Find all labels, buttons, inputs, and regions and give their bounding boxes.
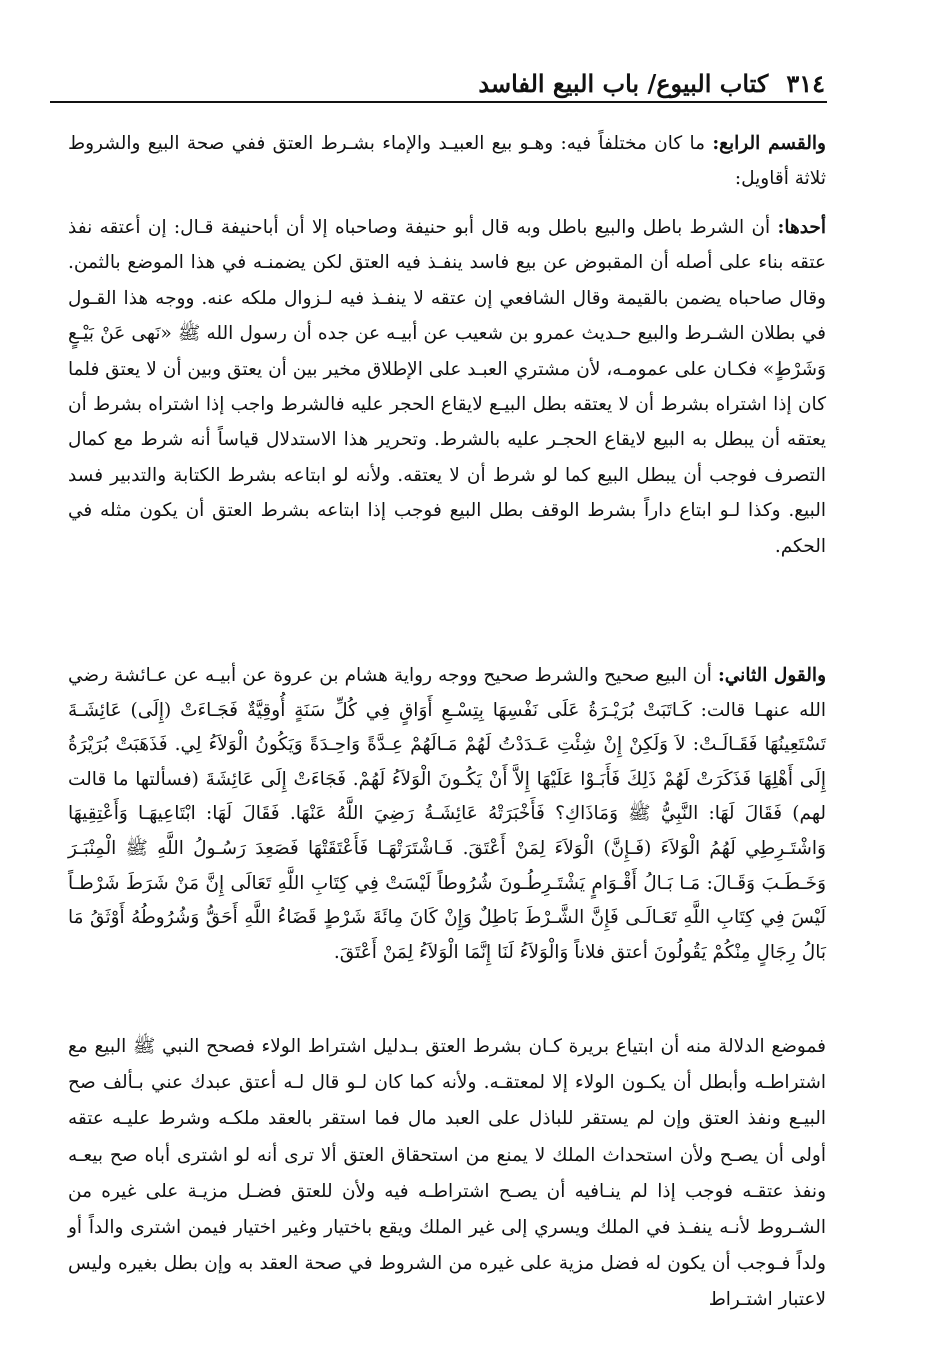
paragraph-lead: والقسم الرابع: [712,133,826,154]
paragraph-conclusion [68,1029,826,1319]
paragraph-fourth-category [68,126,826,197]
chapter-title: كتاب البيوع/ باب البيع الفاسد [478,69,769,98]
paragraph-text: أن البيع صحيح والشرط صحيح ووجه رواية هشام بن عروة عن أبيـه عن عـائشة رضي الله عنهـا قالت: كَـاتَبَتْ بُرَيْـرَةُ عَلَى نَفْسِهَا بِتِسْـعِ أَوَاقٍ فِي كُلِّ سَنَةٍ أُوقِيَّةٌ فَجَـاءَتْ (إِلَى) عَائِشَـةَ تَسْتَعِينُهَا فَقَـالَـتْ: لاَ وَلَكِنْ إِنْ شِئْتِ عَـدَدْتُ لَهُمْ مَـالَهُمْ عِـدَّةً وَاحِـدَةً وَيَكُونُ الْوَلاَءُ لِي. فَذَهَبَتْ بُرَيْرَةُ إِلَى أَهْلِهَا فَذَكَرَتْ لَهُمْ ذَلِكَ فَأَبَـوْا عَلَيْهَا إِلاَّ أَنْ يَكُـونَ الْوَلاَءُ لَهُمْ. فَجَاءَتْ إِلَى عَائِشَةَ (فسألتها ما قالت لهم) فَقَالَ لَهَا: النَّبِيُّ ﷺ وَمَاذَاكِ؟ فَأَخْبَرَتْهُ عَائِشَـةُ رَضِيَ اللَّهُ عَنْهَا. فَقَالَ لَهَا: ابْتَاعِيهَـا وَأَعْتِقِيهَا وَاشْتَـرِطِي لَهُمُ الْوَلاَءَ (فَـإِنَّ) الْوَلاَءَ لِمَنْ أَعْتَقَ. فَـاشْتَرَتْهَـا فَأَعْتَقَتْهَا فَصَعِدَ رَسُـولُ اللَّهِ ﷺ الْمِنْبَـرَ وَخَـطَـبَ وَقَـالَ: مَـا بَـالُ أَقْـوَامٍ يَشْتَـرِطُـونَ شُرُوطاً لَيْسَتْ فِي كِتَابِ اللَّهِ تَعَالَى إِنَّ مَنْ شَرَطَ شَرْطـاً لَيْسَ فِي كِتَابِ اللَّهِ تَعَـالَـى فَإِنَّ الشَّـرْطَ بَاطِلٌ وَإِنْ كَانَ مِائَةَ شَرْطٍ قَضَاءُ اللَّهِ أَحَقُّ وَشُرُوطُهُ أَوْثَقُ مَا بَالُ رِجَالٍ مِنْكُمْ يَقُولُونَ أعتق فلاناً وَالْوَلاَءُ لَنَا إِنَّمَا الْوَلاَءُ لِمَنْ أَعْتَقَ. [68,665,826,963]
paragraph-text: أن الشرط باطل والبيع باطل وبه قال أبو حنيفة وصاحباه إلا أن أباحنيفة قـال: إن أعتقه نفذ عتقه بناء على أصله أن المقبوض عن بيع فاسد ينفـذ فيه العتق لكن يضمنـه في هذا الموضع بالثمن. وقال صاحباه يضمن بالقيمة وقال الشافعي إن عتقه لا ينفـذ فيه لـزوال ملكه عنه. ووجه هذا القـول في بطلان الشـرط والبيع حـديث عمرو بن شعيب عن أبيـه عن جده أن رسول الله ﷺ «نَهى عَنْ بَيْـعٍ وَشَرْطٍ» فكـان على عمومـه، لأن مشتري العبـد على الإطلاق مخير بين أن يعتق وبين أن لا يعتق فلما كان إذا اشتراه بشرط أن لا يعتقه بطل البيـع لايقاع الحجر عليه فالشرط واجب إذا اشتراه بشرط أن يعتقه أن يبطل به البيع لايقاع الحجـر عليه بالشرط. وتحرير هذا الاستدلال قياساً أنه شرط مع كمال التصرف فوجب أن يبطل البيع كما لو شرط أن لا يعتقه. ولأنه لو ابتاعه بشرط الكتابة والتدبير فسد البيع. وكذا لـو ابتاع داراً بشرط الوقف بطل البيع فوجب إذا ابتاعه بشرط العتق أن يكون مثله في الحكم. [68,217,826,557]
paragraph-text: فموضع الدلالة منه أن ابتياع بريرة كـان بشرط العتق بـدليل اشتراط الولاء فصحح النبي ﷺ البيع مع اشتراطـه وأبطل أن يكـون الولاء إلا لمعتقـه. ولأنه كما كان لـو قال لـه أعتق عبدك عني بـألف صح البيـع ونفذ العتق وإن لم يستقر للباذل على العبد مال فما استقر بالعقد ملكـه وشرط عليـه عتقه أولى أن يصـح ولأن استحداث الملك لا يمنع من استحقاق العتق ألا ترى أنه لو اشترى أباه صح بيعـه ونفذ عتقـه فوجب إذا لم ينـافيه أن يصـح اشتراطـه فيه ولأن للعتق فضـل مزيـة على غيره من الشـروط لأنـه ينفـذ في الملك ويسري إلى غير الملك ويقع باختيار وغير اختيار فيمن اشترى والداً أو ولداً فـوجب أن يكون له فضل مزية على غيره من الشروط في صحة العقد به وإن بطل بغيره وليس لاعتبار اشتـراط [68,1036,826,1311]
paragraph-first-opinion [68,210,826,564]
paragraph-text: ما كان مختلفاً فيه: وهـو بيع العبيـد والإماء بشـرط العتق ففي صحة البيع والشروط ثلاثة أقاويل: [68,133,826,190]
paragraph-lead: والقول الثاني: [717,665,826,686]
paragraph-second-opinion [68,659,826,970]
page-header [50,58,825,102]
header-divider [50,101,827,103]
paragraph-lead: أحدها: [777,217,826,238]
page-number: ٣١٤ [786,69,825,98]
